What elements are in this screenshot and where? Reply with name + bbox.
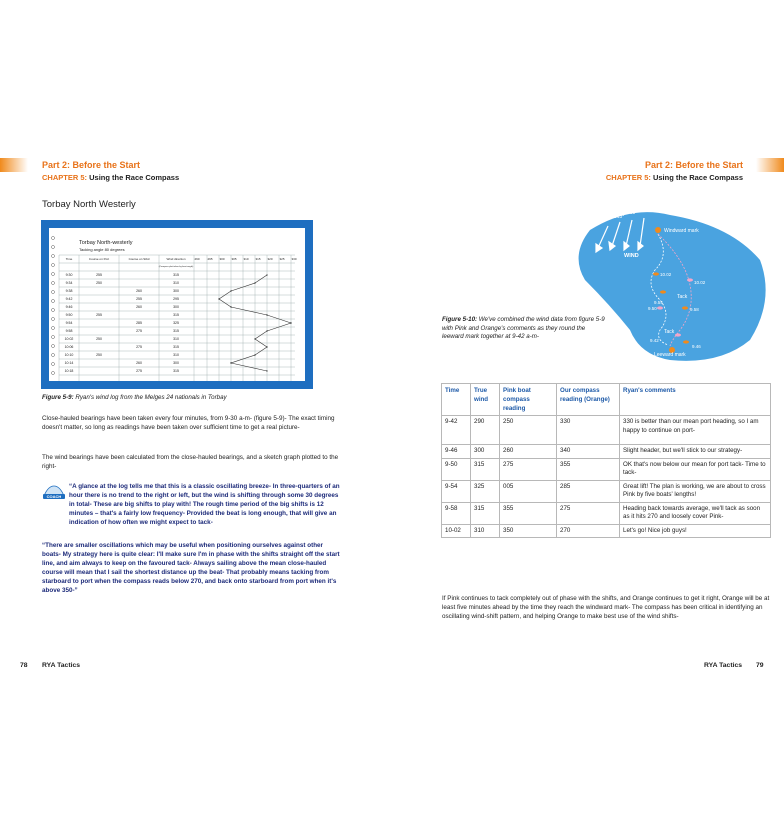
table-cell: OK that's now below our mean for port tack- Time to tack- (620, 458, 771, 480)
orange-tab (756, 158, 784, 172)
wind-label: WIND (624, 253, 639, 259)
log-cell: 310 (173, 281, 179, 285)
coach-quote-2: “There are smaller oscillations which may be useful when positioning ourselves against other boats- My strategy here is quite clear: I'll make sure I'm in phase with the shifts straight off the start line, and aim always to keep on the favoured tack- Always sailing above the mean close-hauled course will mean that I sail the shortest distance up the beat- That probably means tacking from starboard to port when the compass reads below 270, and back onto starboard from port when it's above 350-” (42, 542, 340, 594)
wind-log-paper (49, 228, 305, 381)
table-cell: 325 (471, 480, 500, 502)
page-number-left: 78 (20, 662, 28, 669)
col-header: Our compass reading (Orange) (557, 384, 620, 416)
table-header-row (442, 384, 771, 416)
log-cell: 9:46 (65, 305, 73, 309)
log-cell: 250 (96, 353, 102, 357)
log-cell: 315 (173, 329, 179, 333)
table-cell: 9-50 (442, 458, 471, 480)
wind-point: x (254, 337, 256, 342)
table-cell: 10-02 (442, 524, 471, 538)
binding-ring (52, 309, 55, 312)
log-cell: 9:50 (65, 313, 73, 317)
table-cell: 355 (500, 502, 557, 524)
table-cell: 315 (471, 502, 500, 524)
time-label: 9.42 (650, 338, 659, 343)
bearing-tick: 320 (267, 257, 273, 261)
table-cell: 9-54 (442, 480, 471, 502)
log-cell: 255 (96, 273, 102, 277)
log-cell: 10:10 (64, 353, 74, 357)
table-row (442, 445, 771, 459)
bearing-tick: 325 (279, 257, 285, 261)
bearing-tick: 330 (291, 257, 297, 261)
log-cell: 275 (136, 369, 142, 373)
pink-boat (657, 306, 663, 309)
binding-ring (52, 327, 55, 330)
col-header: Pink boat compass reading (500, 384, 557, 416)
chapter-heading: CHAPTER 5: Using the Race Compass (605, 173, 743, 182)
page-number-right: 79 (756, 662, 764, 669)
table-row (442, 480, 771, 502)
table-cell: Great lift! The plan is working, we are about to cross Pink by five boats' lengths! (620, 480, 771, 502)
log-cell: 250 (96, 337, 102, 341)
log-cell: 10:14 (64, 361, 74, 365)
table-cell: 270 (557, 524, 620, 538)
section-title: Torbay North Westerly (42, 199, 136, 210)
wind-point: x (266, 369, 268, 374)
log-cell: 300 (173, 289, 179, 293)
pink-boat (687, 278, 693, 281)
table-cell: 275 (500, 458, 557, 480)
table-cell: Let's go! Nice job guys! (620, 524, 771, 538)
log-cell: 260 (136, 289, 142, 293)
binding-ring (52, 282, 55, 285)
wind-point: x (230, 305, 232, 310)
wind-point: x (266, 345, 268, 350)
figure-5-9-caption: Figure 5-9: Ryan's wind log from the Melges 24 nationals in Torbay (42, 394, 227, 401)
log-cell: 255 (136, 297, 142, 301)
log-cell: 255 (96, 313, 102, 317)
table-cell: 9-42 (442, 416, 471, 445)
log-cell: 9:34 (65, 281, 73, 285)
table-cell: 285 (557, 480, 620, 502)
log-cell: 310 (173, 337, 179, 341)
log-cell: 275 (136, 345, 142, 349)
binding-ring (52, 336, 55, 339)
table-cell: Slight header, but we'll stick to our strategy- (620, 445, 771, 459)
table-cell: 340 (557, 445, 620, 459)
log-cell: 310 (173, 353, 179, 357)
binding-ring (52, 318, 55, 321)
log-cell: 300 (173, 361, 179, 365)
wind-comments-table (441, 383, 771, 538)
table-row (442, 524, 771, 538)
col-header: Time (442, 384, 471, 416)
binding-ring (52, 345, 55, 348)
log-subtitle: Tacking angle 80 degrees (79, 247, 125, 252)
table-cell: 290 (471, 416, 500, 445)
binding-ring (52, 291, 55, 294)
wind-log-svg (49, 228, 305, 381)
wind-point: x (218, 297, 220, 302)
wind-log-figure (41, 220, 313, 389)
leeward-mark-label: Leeward mark (654, 352, 686, 358)
table-row (442, 416, 771, 445)
time-label: 9.54 (654, 300, 663, 305)
pink-boat (675, 333, 681, 336)
binding-ring (52, 354, 55, 357)
right-paragraph: If Pink continues to tack completely out of phase with the shifts, and Orange continues to get it right, Orange will be at least five minutes ahead by the time they reach the windward mark- The compass has been critical in identifying an oscillating wind-shift pattern, and helping Orange to make best use of the wind shifts- (442, 595, 770, 620)
table-row (442, 458, 771, 480)
log-cell: 10:06 (64, 345, 74, 349)
table-cell: 315 (471, 458, 500, 480)
arrow-label: 315° (614, 214, 625, 220)
time-label: 9.58 (690, 307, 699, 312)
paragraph-2: The wind bearings have been calculated from the close-hauled bearings, and a sketch graph plotted to the right- (42, 454, 339, 470)
log-cell: 9:30 (65, 273, 73, 277)
binding-ring (52, 273, 55, 276)
chapter-heading: CHAPTER 5: Using the Race Compass (42, 173, 180, 182)
wind-point: x (230, 289, 232, 294)
log-cell: 315 (173, 369, 179, 373)
table-cell: 330 is better than our mean port heading, so I am happy to continue on port- (620, 416, 771, 445)
binding-ring (52, 237, 55, 240)
wind-point: x (266, 313, 268, 318)
orange-boat (660, 290, 666, 293)
binding-ring (52, 300, 55, 303)
bearing-tick: 290 (194, 257, 200, 261)
binding-ring (52, 372, 55, 375)
log-cell: 9:54 (65, 321, 73, 325)
log-cell: 295 (173, 297, 179, 301)
table-cell: 9-46 (442, 445, 471, 459)
time-label: 9.46 (692, 344, 701, 349)
log-col-header: Course on Port (88, 257, 110, 261)
table-row (442, 502, 771, 524)
part-heading: Part 2: Before the Start (42, 160, 141, 170)
table-cell: 330 (557, 416, 620, 445)
binding-ring (52, 363, 55, 366)
table-cell: 275 (557, 502, 620, 524)
orange-boat (683, 340, 689, 343)
paragraph-1: Close-hauled bearings have been taken every four minutes, from 9-30 a-m- (figure 5-9)- The exact timing doesn't matter, so long as readings have been taken over sufficient time to get a real picture- (42, 415, 335, 431)
table-cell: 350 (500, 524, 557, 538)
wind-point: x (266, 273, 268, 278)
tack-label: Tack (677, 294, 688, 300)
log-wind-note: (Compass plot taken by boat angle) (158, 266, 194, 268)
log-cell: 9:58 (65, 329, 73, 333)
log-cell: 325 (173, 321, 179, 325)
log-cell: 315 (173, 313, 179, 317)
time-label: 9.50 (648, 306, 657, 311)
arrow-label: 310° (596, 210, 606, 223)
log-cell: 315 (173, 345, 179, 349)
log-cell: 260 (136, 305, 142, 309)
log-cell: 275 (136, 329, 142, 333)
table-cell: 9-58 (442, 502, 471, 524)
wind-point: x (266, 329, 268, 334)
wind-point: x (254, 281, 256, 286)
orange-boat (653, 272, 659, 275)
footer-title-left: RYA Tactics (42, 662, 81, 669)
wind-point: x (230, 361, 232, 366)
bearing-tick: 305 (231, 257, 237, 261)
log-cell: 285 (136, 321, 142, 325)
coach-quote-1: “A glance at the log tells me that this is a classic oscillating breeze- In three-quarters of an hour there is no trend to the right or left, but the wind is shifting through some 30 degrees in total- These are big shifts to play with! The rough time period of the big shifts is 12 minutes – that's a fairly low frequency- Provided the beat is long enough, that will give an indication of how often we might expect to tack- (69, 483, 340, 526)
binding-ring (52, 255, 55, 258)
wind-point: x (254, 353, 256, 358)
table-cell: Heading back towards average, we'll tack as soon as it hits 270 and loosely cover Pink- (620, 502, 771, 524)
log-col-header: Course on Stbd (128, 257, 150, 261)
arrow-label: 305° (627, 210, 638, 216)
windward-mark-buoy (655, 227, 661, 233)
log-cell: 315 (173, 273, 179, 277)
log-cell: 10:18 (64, 369, 74, 373)
binding-ring (52, 246, 55, 249)
coach-icon (42, 484, 66, 500)
time-label: 10.02 (660, 272, 672, 277)
binding-ring (52, 264, 55, 267)
col-header: Ryan's comments (620, 384, 771, 416)
log-col-header: Time (65, 257, 73, 261)
table-cell: 250 (500, 416, 557, 445)
log-cell: 300 (173, 305, 179, 309)
figure-5-10-caption: Figure 5-10: We've combined the wind data from figure 5-9 with Pink and Orange's comments as they round the leeward mark together at 9-42 a-m- (442, 316, 605, 340)
windward-mark-label: Windward mark (664, 228, 699, 234)
log-cell: 9:38 (65, 289, 73, 293)
tack-label: Tack (664, 329, 675, 335)
bearing-tick: 300 (219, 257, 225, 261)
arrow-label: 300° (640, 208, 651, 214)
bearing-tick: 295 (207, 257, 213, 261)
log-cell: 260 (136, 361, 142, 365)
orange-tab (0, 158, 28, 172)
bearing-tick: 310 (243, 257, 249, 261)
log-cell: 10:02 (64, 337, 74, 341)
part-heading: Part 2: Before the Start (644, 160, 743, 170)
table-cell: 260 (500, 445, 557, 459)
table-cell: 005 (500, 480, 557, 502)
log-col-header: Wind direction (166, 257, 186, 261)
table-cell: 300 (471, 445, 500, 459)
orange-boat (682, 306, 688, 309)
table-cell: 355 (557, 458, 620, 480)
log-cell: 250 (96, 281, 102, 285)
svg-text:COACH: COACH (46, 494, 62, 499)
time-label: 10.02 (694, 280, 706, 285)
table-cell: 310 (471, 524, 500, 538)
log-cell: 9:42 (65, 297, 73, 301)
footer-title-right: RYA Tactics (704, 662, 743, 669)
log-title: Torbay North-westerly (79, 240, 133, 246)
wind-point: x (290, 321, 292, 326)
bearing-tick: 315 (255, 257, 261, 261)
course-diagram (560, 200, 780, 368)
col-header: True wind (471, 384, 500, 416)
